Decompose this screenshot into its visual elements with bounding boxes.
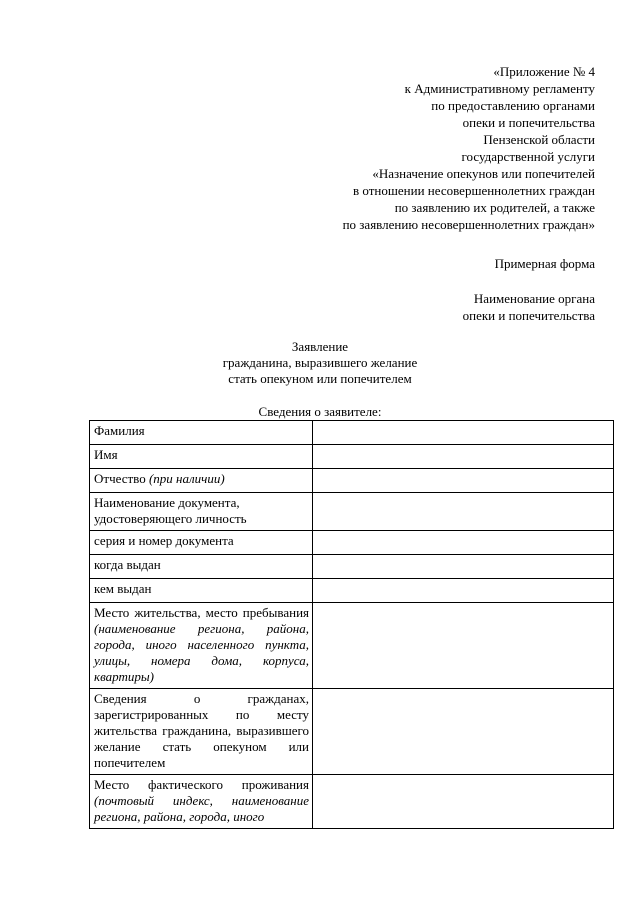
table-row (90, 531, 614, 555)
patronymic-note: (при наличии) (148, 471, 225, 486)
header-line-7: «Назначение опекунов или попечителей (372, 166, 595, 181)
table-row (90, 689, 614, 775)
header-line-4: опеки и попечительства (462, 115, 595, 130)
id-document-label: Наименование документа, удостоверяющего личность (90, 493, 313, 531)
surname-label: Фамилия (90, 421, 313, 445)
name-label: Имя (90, 445, 313, 469)
title-line-3: стать опекуном или попечителем (228, 371, 412, 386)
table-row (90, 603, 614, 689)
organ-name-block (463, 290, 595, 324)
appendix-header (265, 63, 595, 233)
document-title (0, 339, 640, 387)
actual-residence-label (90, 775, 313, 829)
doc-issued-date-label: когда выдан (90, 555, 313, 579)
table-row (90, 493, 614, 531)
name-field[interactable] (313, 445, 614, 469)
organ-line-2: опеки и попечительства (462, 308, 595, 323)
organ-line-1: Наименование органа (473, 291, 595, 306)
header-line-3: по предоставлению органами (431, 98, 595, 113)
actual-residence-field[interactable] (313, 775, 614, 829)
header-line-5: Пензенской области (483, 132, 595, 147)
table-row (90, 421, 614, 445)
residence-label (90, 603, 313, 689)
doc-issued-date-field[interactable] (313, 555, 614, 579)
doc-series-label: серия и номер документа (90, 531, 313, 555)
header-line-10: по заявлению несовершеннолетних граждан» (342, 217, 595, 232)
id-document-field[interactable] (313, 493, 614, 531)
surname-field[interactable] (313, 421, 614, 445)
residence-label-text: Место жительства, место пребывания (94, 605, 309, 620)
patronymic-label-text: Отчество (94, 471, 146, 486)
residence-note: (наименование региона, района, города, иного населенного пункта, улицы, номера дома, корпуса, квартиры) (94, 621, 309, 684)
registered-persons-label: Сведения о гражданах, зарегистрированных по месту жительства гражданина, выразившего желание стать опекуном или попечителем (90, 689, 313, 775)
applicant-info-table (89, 420, 614, 829)
header-line-1: «Приложение № 4 (493, 64, 595, 79)
actual-residence-note: (почтовый индекс, наименование региона, района, города, иного (94, 793, 309, 824)
header-line-8: в отношении несовершеннолетних граждан (353, 183, 595, 198)
applicant-section-heading: Сведения о заявителе: (258, 404, 382, 419)
header-line-6: государственной услуги (461, 149, 595, 164)
form-type-label: Примерная форма (494, 256, 595, 271)
residence-field[interactable] (313, 603, 614, 689)
registered-persons-field[interactable] (313, 689, 614, 775)
patronymic-field[interactable] (313, 469, 614, 493)
table-row (90, 579, 614, 603)
table-row (90, 775, 614, 829)
doc-series-field[interactable] (313, 531, 614, 555)
actual-residence-label-text: Место фактического проживания (94, 777, 309, 792)
header-line-2: к Административному регламенту (404, 81, 595, 96)
patronymic-label (90, 469, 313, 493)
title-line-2: гражданина, выразившего желание (222, 355, 418, 370)
doc-issued-by-label: кем выдан (90, 579, 313, 603)
table-row (90, 555, 614, 579)
doc-issued-by-field[interactable] (313, 579, 614, 603)
title-line-1: Заявление (291, 339, 349, 354)
table-row (90, 445, 614, 469)
header-line-9: по заявлению их родителей, а также (394, 200, 595, 215)
table-row (90, 469, 614, 493)
